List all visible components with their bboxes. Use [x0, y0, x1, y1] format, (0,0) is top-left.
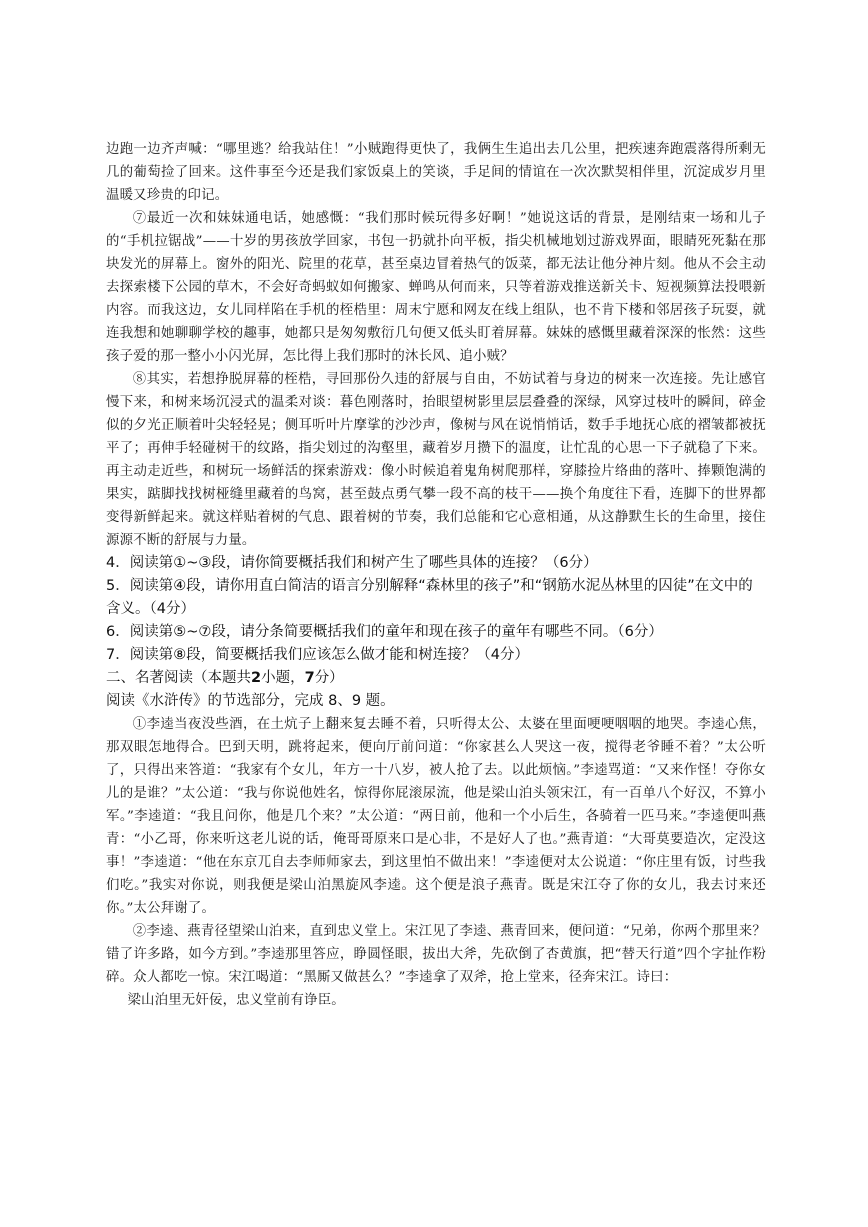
question-4: 4．阅读第①~③段，请你简要概括我们和树产生了哪些具体的连接？（6分）	[106, 555, 598, 571]
excerpt-paragraph-1: ①李逵当夜没些酒，在土炕子上翻来复去睡不着，只听得太公、太婆在里面哽哽咽咽的地哭。李逵心焦，那双眼怎地得合。巴到天明，跳将起来，便向厅前问道：“你家甚么人哭这一夜，搅得老爷睡不着？”太公听了，只得出来答道：“我家有个女儿，年方一十八岁，被人抢了去。以此烦恼。”李逵骂道：“又来作怪！夺你女儿的是谁？”太公道：“我与你说他姓名，惊得你屁滚尿流，他是梁山泊头领宋江，有一百单八个好汉，不算小军。”李逵道：“我且问你，他是几个来？”太公道：“两日前，他和一个小后生，各骑着一匹马来。”李逵便叫燕青：“小乙哥，你来听这老儿说的话，俺哥哥原来口是心非，不是好人了也。”燕青道：“大哥莫要造次，定没这事！”李逵道：“他在东京兀自去李师师家去，到这里怕不做出来！”李逵便对太公说道：“你庄里有饭，讨些我们吃。”我实对你说，则我便是梁山泊黑旋风李逵。这个便是浪子燕青。既是宋江夺了你的女儿，我去讨来还你。”太公拜谢了。	[106, 717, 766, 916]
passage-paragraph-7: ⑦最近一次和妹妹通电话，她感慨：“我们那时候玩得多好啊！”她说这话的背景，是刚结束一场和儿子的“手机拉锯战”——十岁的男孩放学回家，书包一扔就扑向平板，指尖机械地划过游戏界面，眼睛死死黏在那块发光的屏幕上。窗外的阳光、院里的花草，甚至桌边冒着热气的饭菜，都无法让他分神片刻。他从不会主动去探索楼下公园的草木，不会好奇蚂蚁如何搬家、蝉鸣从何而来，只等着游戏推送新关卡、短视频算法投喂新内容。而我这边，女儿同样陷在手机的桎梏里：周末宁愿和网友在线上组队，也不肯下楼和邻居孩子玩耍，就连我想和她聊聊学校的趣事，她都只是匆匆敷衍几句便又低头盯着屏幕。妹妹的感慨里藏着深深的怅然：这些孩子爱的那一整小小闪光屏，怎比得上我们那时的沐长风、追小贼？	[106, 211, 766, 364]
passage-paragraph-continued: 边跑一边齐声喊：“哪里逃？给我站住！”小贼跑得更快了，我俩生生追出去几公里，把疾速奔跑震落得所剩无几的葡萄捡了回来。这件事至今还是我们家饭桌上的笑谈，手足间的情谊在一次次默契相伴里，沉淀成岁月里温暖又珍贵的印记。	[106, 142, 766, 203]
question-6: 6．阅读第⑤~⑦段，请分条简要概括我们的童年和现在孩子的童年有哪些不同。（6分）	[106, 624, 663, 640]
section-instruction: 阅读《水浒传》的节选部分，完成 8、9 题。	[106, 693, 395, 709]
excerpt-verse: 梁山泊里无奸佞，忠义堂前有诤臣。	[127, 993, 345, 1008]
passage-paragraph-8: ⑧其实，若想挣脱屏幕的桎梏，寻回那份久违的舒展与自由，不妨试着与身边的树来一次连接。先让感官慢下来，和树来场沉浸式的温柔对谈：暮色刚落时，抬眼望树影里层层叠叠的深绿，风穿过枝叶的瞬间，碎金似的夕光正顺着叶尖轻轻晃；侧耳听叶片摩挲的沙沙声，像树与风在说悄悄话，数手手地抚心底的褶皱都被抚平了；再伸手轻碰树干的纹路，指尖划过的沟壑里，藏着岁月攒下的温度，让忙乱的心思一下子就稳了下来。再主动走近些，和树玩一场鲜活的探索游戏：像小时候追着鬼角树爬那样，穿膝捡片络曲的落叶、捧颗饱满的果实，踮脚找找树桠缝里藏着的鸟窝，甚至鼓点勇气攀一段不高的枝干——换个角度往下看，连脚下的世界都变得新鲜起来。就这样贴着树的气息、跟着树的节奏，我们总能和它心意相通，从这静默生长的生命里，接住源源不断的舒展与力量。	[106, 372, 766, 548]
page-content	[106, 138, 766, 1012]
excerpt-paragraph-2: ②李逵、燕青径望梁山泊来，直到忠义堂上。宋江见了李逵、燕青回来，便问道：“兄弟，你两个那里来？错了许多路，如今方到。”李逵那里答应，睁圆怪眼，拔出大斧，先砍倒了杏黄旗，把“替天行道”四个字扯作粉碎。众人都吃一惊。宋江喝道：“黑厮又做甚么？”李逵拿了双斧，抢上堂来，径奔宋江。诗曰：	[106, 924, 766, 985]
question-5: 5．阅读第④段，请你用直白简洁的语言分别解释“森林里的孩子”和“钢筋水泥丛林里的囚徒”在文中的含义。（4分）	[106, 578, 753, 617]
section-heading-question-count: 2	[251, 670, 262, 686]
question-7: 7．阅读第⑧段，简要概括我们应该怎么做才能和树连接？（4分）	[106, 647, 529, 663]
section-heading	[106, 667, 766, 690]
section-heading-prefix: 二、名著阅读（本题共	[106, 670, 251, 686]
section-heading-points: 7	[304, 670, 315, 686]
section-heading-suffix: 分）	[314, 670, 344, 686]
section-heading-mid: 小题，	[261, 670, 305, 686]
